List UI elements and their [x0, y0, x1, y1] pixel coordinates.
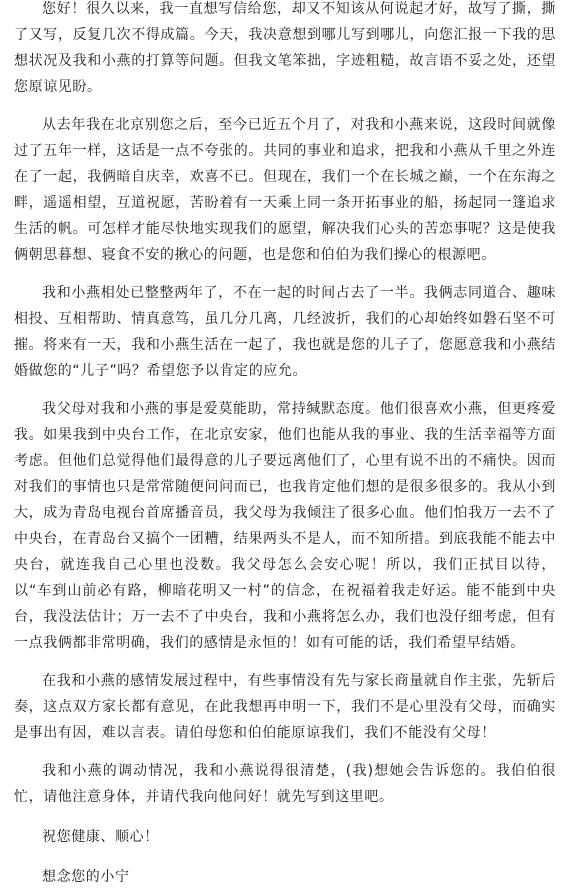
- letter-paragraph-5: 在我和小燕的感情发展过程中，有些事情没有先与家长商量就自作主张，先斩后奏，这点双方家长都有意见，在此我想再申明一下，我们不是心里没有父母，而确实是事出有因，难以言表。请伯母您和伯伯能原谅我们，我们不能没有父母！: [14, 673, 556, 741]
- letter-paragraph-4: 我父母对我和小燕的事是爱莫能助，常持缄默态度。他们很喜欢小燕，但更疼爱我。如果我到中央台工作，在北京安家，他们也能从我的事业、我的生活幸福等方面考虑。但他们总觉得他们最得意的儿子要远离他们了，心里有说不出的不痛快。因而对我们的事情也只是常常随便问问而已，也我肯定他们想的是很多很多的。我从小到大，成为青岛电视台首席播音员，我父母为我倾注了很多心血。他们怕我万一去不了中央台，在青岛台又搞个一团糟，结果两头不是人，而不知所措。到底我能不能去中央台，就连我自己心里也没数。我父母怎么会安心呢！所以，我们正拭目以待，以“车到山前必有路，柳暗花明又一村”的信念，在祝福着我走好运。能不能到中央台，我没法估计；万一去不了中央台，我和小燕将怎么办，我们也没仔细考虑，但有一点我俩都非常明确，我们的感情是永恒的！如有可能的话，我们希望早结婚。: [14, 401, 556, 651]
- letter-paragraph-2: 从去年我在北京别您之后，至今已近五个月了，对我和小燕来说，这段时间就像过了五年一样，这话是一点不夸张的。共同的事业和追求，把我和小燕从千里之外连在了一起，我俩暗自庆幸，欢喜不已。但现在，我们一个在长城之巅，一个在东海之畔，遥遥相望，互道祝愿，苦盼着有一天乘上同一条开拓事业的船，扬起同一篷追求生活的帆。可怎样才能尽快地实现我们的愿望，解决我们心头的苦恋事呢？这是使我俩朝思暮想、寝食不安的揪心的问题，也是您和伯伯为我们操心的根源吧。: [14, 117, 556, 263]
- letter-closing: 祝您健康、顺心！: [42, 829, 159, 845]
- letter-paragraph-1: 您好！很久以来，我一直想写信给您，却又不知该从何说起才好，故写了撕，撕了又写，反复几次不得成篇。今天，我决意想到哪儿写到哪儿，向您汇报一下我的思想状况及我和小燕的打算等问题。但我文笔笨拙，字迹粗糙，故言语不妥之处，还望您原谅见盼。: [14, 1, 556, 95]
- letter-paragraph-6: 我和小燕的调动情况，我和小燕说得很清楚，(我)想她会告诉您的。我伯伯很忙，请他注意身体，并请代我向他问好！就先写到这里吧。: [14, 763, 556, 805]
- letter-paragraph-3: 我和小燕相处已整整两年了，不在一起的时间占去了一半。我俩志同道合、趣味相投、互相帮助、情真意笃，虽几分几离，几经波折，我们的心却始终如磐石坚不可摧。将来有一天，我和小燕生活在一起了，我也就是您的儿子了，您愿意我和小燕结婚做您的“儿子”吗？希望您予以肯定的应允。: [14, 285, 556, 379]
- letter-signature: 想念您的小宁: [42, 869, 130, 885]
